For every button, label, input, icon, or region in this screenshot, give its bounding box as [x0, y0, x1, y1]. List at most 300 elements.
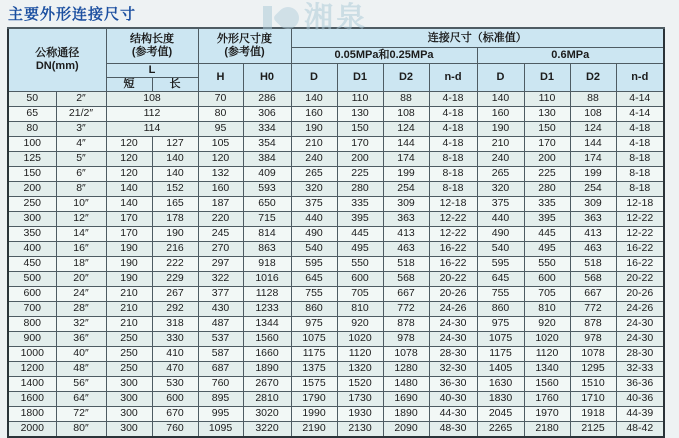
cell-d2-high: 1710	[570, 391, 616, 406]
cell-h0: 306	[243, 106, 291, 121]
cell-dn: 100	[8, 136, 56, 151]
cell-dn: 50	[8, 91, 56, 106]
cell-d2-low: 878	[383, 316, 429, 331]
cell-inch: 5″	[56, 151, 106, 166]
cell-d-high: 440	[477, 211, 524, 226]
cell-d1-low: 495	[337, 241, 383, 256]
cell-d2-high: 108	[570, 106, 616, 121]
page-title: 主要外形连接尺寸	[8, 6, 137, 23]
cell-dn: 1000	[8, 346, 56, 361]
cell-d2-low: 124	[383, 121, 429, 136]
cell-d-low: 2190	[291, 421, 337, 437]
cell-h: 160	[198, 181, 243, 196]
cell-inch: 28″	[56, 301, 106, 316]
cell-d-high: 140	[477, 91, 524, 106]
cell-l-long: 600	[152, 391, 198, 406]
cell-inch: 32″	[56, 316, 106, 331]
table-row	[8, 91, 664, 106]
cell-h: 120	[198, 151, 243, 166]
cell-d2-high: 1078	[570, 346, 616, 361]
cell-d1-low: 1120	[337, 346, 383, 361]
cell-dn: 1400	[8, 376, 56, 391]
cell-inch: 72″	[56, 406, 106, 421]
cell-l-short: 170	[106, 211, 152, 226]
cell-h0: 2810	[243, 391, 291, 406]
cell-d1-high: 200	[524, 151, 570, 166]
cell-d-low: 1790	[291, 391, 337, 406]
cell-d2-high: 667	[570, 286, 616, 301]
cell-nd-high: 20-22	[616, 271, 664, 286]
cell-d2-high: 1918	[570, 406, 616, 421]
cell-d-high: 595	[477, 256, 524, 271]
cell-d1-high: 810	[524, 301, 570, 316]
cell-inch: 8″	[56, 181, 106, 196]
table-row	[8, 121, 664, 136]
cell-h0: 384	[243, 151, 291, 166]
cell-nd-high: 16-22	[616, 241, 664, 256]
cell-l-long: 530	[152, 376, 198, 391]
cell-d-low: 490	[291, 226, 337, 241]
cell-inch: 80″	[56, 421, 106, 437]
header-outline-size	[198, 28, 291, 64]
cell-l-short: 140	[106, 196, 152, 211]
cell-d1-high: 110	[524, 91, 570, 106]
cell-dn: 400	[8, 241, 56, 256]
header-structure-length-note: (参考值)	[131, 46, 173, 58]
cell-l-short: 250	[106, 346, 152, 361]
cell-l-short: 250	[106, 331, 152, 346]
cell-d1-low: 395	[337, 211, 383, 226]
cell-dn: 700	[8, 301, 56, 316]
table-row	[8, 331, 664, 346]
cell-d2-high: 1510	[570, 376, 616, 391]
cell-d-high: 1175	[477, 346, 524, 361]
cell-d2-high: 1295	[570, 361, 616, 376]
cell-d-high: 540	[477, 241, 524, 256]
header-dn-unit: DN(mm)	[35, 59, 79, 72]
cell-l-long: 152	[152, 181, 198, 196]
table-row	[8, 361, 664, 376]
cell-dn: 80	[8, 121, 56, 136]
cell-d2-low: 1890	[383, 406, 429, 421]
cell-nd-low: 4-18	[429, 121, 477, 136]
cell-d1-high: 1970	[524, 406, 570, 421]
cell-d-high: 240	[477, 151, 524, 166]
cell-h0: 650	[243, 196, 291, 211]
cell-l-long: 140	[152, 151, 198, 166]
cell-l-short: 300	[106, 406, 152, 421]
cell-d-high: 375	[477, 196, 524, 211]
cell-h: 895	[198, 391, 243, 406]
cell-d2-low: 254	[383, 181, 429, 196]
cell-h: 322	[198, 271, 243, 286]
cell-d2-high: 772	[570, 301, 616, 316]
cell-h: 95	[198, 121, 243, 136]
cell-l-short: 120	[106, 151, 152, 166]
table-row	[8, 301, 664, 316]
cell-dn: 600	[8, 286, 56, 301]
cell-d2-low: 1078	[383, 346, 429, 361]
cell-nd-high: 12-22	[616, 226, 664, 241]
table-row	[8, 406, 664, 421]
cell-nd-low: 8-18	[429, 181, 477, 196]
cell-l-short: 190	[106, 241, 152, 256]
cell-dn: 900	[8, 331, 56, 346]
cell-d1-high: 1760	[524, 391, 570, 406]
cell-nd-high: 8-18	[616, 181, 664, 196]
cell-nd-high: 48-42	[616, 421, 664, 437]
cell-d1-low: 600	[337, 271, 383, 286]
cell-l-merged: 108	[106, 91, 198, 106]
cell-d-low: 645	[291, 271, 337, 286]
cell-d1-high: 550	[524, 256, 570, 271]
cell-inch: 64″	[56, 391, 106, 406]
cell-d1-high: 1120	[524, 346, 570, 361]
table-row	[8, 226, 664, 241]
cell-nd-low: 24-30	[429, 316, 477, 331]
cell-d-low: 1075	[291, 331, 337, 346]
cell-nd-high: 12-22	[616, 211, 664, 226]
cell-l-short: 300	[106, 391, 152, 406]
cell-nd-low: 40-30	[429, 391, 477, 406]
cell-nd-low: 12-22	[429, 226, 477, 241]
cell-d2-low: 667	[383, 286, 429, 301]
cell-d-low: 595	[291, 256, 337, 271]
cell-d2-low: 309	[383, 196, 429, 211]
cell-h: 132	[198, 166, 243, 181]
cell-l-long: 760	[152, 421, 198, 437]
cell-l-short: 120	[106, 136, 152, 151]
cell-inch: 21/2″	[56, 106, 106, 121]
cell-d1-low: 335	[337, 196, 383, 211]
cell-d1-high: 395	[524, 211, 570, 226]
cell-l-long: 292	[152, 301, 198, 316]
cell-d1-low: 705	[337, 286, 383, 301]
cell-inch: 56″	[56, 376, 106, 391]
cell-d2-high: 144	[570, 136, 616, 151]
header-outline-size-label: 外形尺寸度	[217, 33, 272, 46]
cell-d2-high: 363	[570, 211, 616, 226]
table-row	[8, 391, 664, 406]
cell-l-long: 127	[152, 136, 198, 151]
cell-h: 80	[198, 106, 243, 121]
cell-dn: 1200	[8, 361, 56, 376]
cell-l-short: 300	[106, 421, 152, 437]
header-d1-high: D1	[524, 64, 570, 92]
cell-d-high: 210	[477, 136, 524, 151]
cell-h: 687	[198, 361, 243, 376]
cell-h0: 1128	[243, 286, 291, 301]
cell-d-high: 190	[477, 121, 524, 136]
cell-nd-low: 12-18	[429, 196, 477, 211]
cell-nd-high: 28-30	[616, 346, 664, 361]
cell-dn: 350	[8, 226, 56, 241]
cell-d-low: 1375	[291, 361, 337, 376]
cell-h: 1095	[198, 421, 243, 437]
cell-nd-high: 4-14	[616, 91, 664, 106]
cell-h0: 409	[243, 166, 291, 181]
cell-d-low: 140	[291, 91, 337, 106]
cell-d-high: 160	[477, 106, 524, 121]
cell-d1-high: 2180	[524, 421, 570, 437]
table-row	[8, 211, 664, 226]
cell-h0: 918	[243, 256, 291, 271]
cell-d1-low: 1520	[337, 376, 383, 391]
cell-d2-low: 199	[383, 166, 429, 181]
cell-d2-high: 124	[570, 121, 616, 136]
cell-d-low: 160	[291, 106, 337, 121]
header-l: L	[106, 64, 198, 78]
cell-nd-low: 20-22	[429, 271, 477, 286]
cell-d2-high: 568	[570, 271, 616, 286]
cell-d-low: 1575	[291, 376, 337, 391]
table-row	[8, 271, 664, 286]
cell-nd-high: 8-18	[616, 166, 664, 181]
cell-h0: 334	[243, 121, 291, 136]
header-d1-low: D1	[337, 64, 383, 92]
cell-d-high: 2265	[477, 421, 524, 437]
cell-d2-low: 413	[383, 226, 429, 241]
cell-h: 995	[198, 406, 243, 421]
header-short: 短	[106, 77, 152, 91]
cell-l-long: 318	[152, 316, 198, 331]
cell-h: 537	[198, 331, 243, 346]
cell-l-short: 170	[106, 226, 152, 241]
cell-d1-low: 810	[337, 301, 383, 316]
cell-nd-low: 24-30	[429, 331, 477, 346]
cell-h: 270	[198, 241, 243, 256]
cell-nd-low: 24-26	[429, 301, 477, 316]
cell-d-low: 975	[291, 316, 337, 331]
cell-d-low: 265	[291, 166, 337, 181]
cell-d-low: 210	[291, 136, 337, 151]
cell-nd-high: 16-22	[616, 256, 664, 271]
cell-l-long: 410	[152, 346, 198, 361]
header-dn-label: 公称通径	[35, 47, 80, 60]
cell-dn: 2000	[8, 421, 56, 437]
table-row	[8, 376, 664, 391]
table-row	[8, 316, 664, 331]
cell-l-long: 267	[152, 286, 198, 301]
cell-d1-low: 2130	[337, 421, 383, 437]
cell-l-long: 178	[152, 211, 198, 226]
cell-dn: 65	[8, 106, 56, 121]
cell-h: 760	[198, 376, 243, 391]
cell-d-high: 320	[477, 181, 524, 196]
cell-h: 487	[198, 316, 243, 331]
cell-d1-low: 170	[337, 136, 383, 151]
cell-dn: 1800	[8, 406, 56, 421]
cell-dn: 500	[8, 271, 56, 286]
cell-d1-low: 920	[337, 316, 383, 331]
header-pressure-low: 0.05MPa和0.25MPa	[291, 48, 477, 64]
cell-d2-high: 878	[570, 316, 616, 331]
cell-d2-low: 772	[383, 301, 429, 316]
cell-h: 245	[198, 226, 243, 241]
cell-d1-high: 445	[524, 226, 570, 241]
cell-d1-low: 200	[337, 151, 383, 166]
cell-h0: 1233	[243, 301, 291, 316]
cell-d2-high: 309	[570, 196, 616, 211]
cell-d-high: 1630	[477, 376, 524, 391]
cell-l-long: 670	[152, 406, 198, 421]
cell-h: 105	[198, 136, 243, 151]
cell-inch: 18″	[56, 256, 106, 271]
cell-d-low: 860	[291, 301, 337, 316]
cell-l-short: 300	[106, 376, 152, 391]
cell-l-short: 190	[106, 271, 152, 286]
cell-h0: 1660	[243, 346, 291, 361]
cell-d-low: 190	[291, 121, 337, 136]
cell-d2-high: 463	[570, 241, 616, 256]
cell-nd-high: 4-18	[616, 121, 664, 136]
cell-inch: 2″	[56, 91, 106, 106]
cell-nd-low: 36-30	[429, 376, 477, 391]
cell-d2-low: 978	[383, 331, 429, 346]
table-row	[8, 181, 664, 196]
cell-d2-high: 2125	[570, 421, 616, 437]
cell-l-short: 140	[106, 181, 152, 196]
cell-nd-high: 36-36	[616, 376, 664, 391]
header-outline-size-note: (参考值)	[224, 46, 265, 58]
cell-nd-high: 12-18	[616, 196, 664, 211]
cell-d-high: 2045	[477, 406, 524, 421]
cell-d-high: 860	[477, 301, 524, 316]
cell-d1-low: 550	[337, 256, 383, 271]
cell-d2-low: 1480	[383, 376, 429, 391]
cell-nd-low: 4-18	[429, 136, 477, 151]
table-row	[8, 166, 664, 181]
table-row	[8, 196, 664, 211]
table-body	[8, 91, 664, 437]
cell-nd-low: 16-22	[429, 256, 477, 271]
cell-d1-low: 1020	[337, 331, 383, 346]
cell-d-low: 1990	[291, 406, 337, 421]
header-long: 长	[152, 77, 198, 91]
cell-d2-high: 518	[570, 256, 616, 271]
cell-nd-low: 16-22	[429, 241, 477, 256]
cell-dn: 800	[8, 316, 56, 331]
cell-h0: 286	[243, 91, 291, 106]
cell-h: 220	[198, 211, 243, 226]
cell-d1-high: 170	[524, 136, 570, 151]
cell-nd-low: 4-18	[429, 106, 477, 121]
cell-d1-high: 1340	[524, 361, 570, 376]
cell-dn: 1600	[8, 391, 56, 406]
cell-inch: 40″	[56, 346, 106, 361]
cell-l-long: 140	[152, 166, 198, 181]
cell-nd-high: 20-26	[616, 286, 664, 301]
cell-inch: 24″	[56, 286, 106, 301]
cell-l-merged: 112	[106, 106, 198, 121]
cell-inch: 36″	[56, 331, 106, 346]
cell-inch: 20″	[56, 271, 106, 286]
cell-d2-low: 1280	[383, 361, 429, 376]
cell-d2-low: 1690	[383, 391, 429, 406]
cell-d-high: 755	[477, 286, 524, 301]
cell-l-short: 210	[106, 286, 152, 301]
cell-h0: 3220	[243, 421, 291, 437]
cell-nd-low: 44-30	[429, 406, 477, 421]
cell-l-long: 190	[152, 226, 198, 241]
cell-h: 70	[198, 91, 243, 106]
cell-nd-low: 4-18	[429, 91, 477, 106]
cell-dn: 200	[8, 181, 56, 196]
cell-d-low: 440	[291, 211, 337, 226]
cell-d2-low: 174	[383, 151, 429, 166]
cell-d1-low: 150	[337, 121, 383, 136]
cell-inch: 16″	[56, 241, 106, 256]
cell-h0: 1890	[243, 361, 291, 376]
cell-l-long: 216	[152, 241, 198, 256]
cell-nd-low: 28-30	[429, 346, 477, 361]
header-nd-low: n-d	[429, 64, 477, 92]
dimensions-table	[7, 27, 665, 438]
cell-d1-high: 130	[524, 106, 570, 121]
cell-d1-low: 110	[337, 91, 383, 106]
cell-nd-high: 24-30	[616, 331, 664, 346]
header-d2-low: D2	[383, 64, 429, 92]
cell-d1-high: 150	[524, 121, 570, 136]
header-structure-length-label: 结构长度	[130, 33, 174, 46]
cell-h0: 863	[243, 241, 291, 256]
cell-d2-high: 413	[570, 226, 616, 241]
cell-d2-high: 254	[570, 181, 616, 196]
cell-inch: 14″	[56, 226, 106, 241]
cell-h0: 1344	[243, 316, 291, 331]
cell-d2-low: 463	[383, 241, 429, 256]
table-row	[8, 241, 664, 256]
header-h: H	[198, 64, 243, 92]
header-connection-size: 连接尺寸（标准值）	[291, 28, 664, 48]
header-pressure-high: 0.6MPa	[477, 48, 664, 64]
cell-inch: 6″	[56, 166, 106, 181]
cell-d2-low: 88	[383, 91, 429, 106]
table-row	[8, 136, 664, 151]
cell-d2-low: 363	[383, 211, 429, 226]
cell-d2-high: 199	[570, 166, 616, 181]
cell-l-long: 222	[152, 256, 198, 271]
cell-nd-low: 8-18	[429, 166, 477, 181]
cell-d-low: 540	[291, 241, 337, 256]
cell-d2-low: 2090	[383, 421, 429, 437]
cell-l-short: 120	[106, 166, 152, 181]
header-h0: H0	[243, 64, 291, 92]
cell-inch: 48″	[56, 361, 106, 376]
cell-l-short: 210	[106, 301, 152, 316]
cell-d2-high: 88	[570, 91, 616, 106]
cell-h0: 715	[243, 211, 291, 226]
cell-h0: 1560	[243, 331, 291, 346]
cell-h0: 2670	[243, 376, 291, 391]
cell-dn: 150	[8, 166, 56, 181]
header-structure-length	[106, 28, 198, 64]
cell-nd-low: 20-26	[429, 286, 477, 301]
cell-d2-low: 518	[383, 256, 429, 271]
cell-dn: 450	[8, 256, 56, 271]
cell-d-high: 265	[477, 166, 524, 181]
cell-d-low: 375	[291, 196, 337, 211]
cell-nd-high: 24-26	[616, 301, 664, 316]
cell-d2-high: 978	[570, 331, 616, 346]
cell-d1-high: 280	[524, 181, 570, 196]
cell-nd-high: 44-39	[616, 406, 664, 421]
cell-d-low: 755	[291, 286, 337, 301]
watermark-text: 湘泉	[304, 2, 369, 34]
cell-nd-high: 24-30	[616, 316, 664, 331]
cell-d-low: 320	[291, 181, 337, 196]
cell-nd-low: 12-22	[429, 211, 477, 226]
